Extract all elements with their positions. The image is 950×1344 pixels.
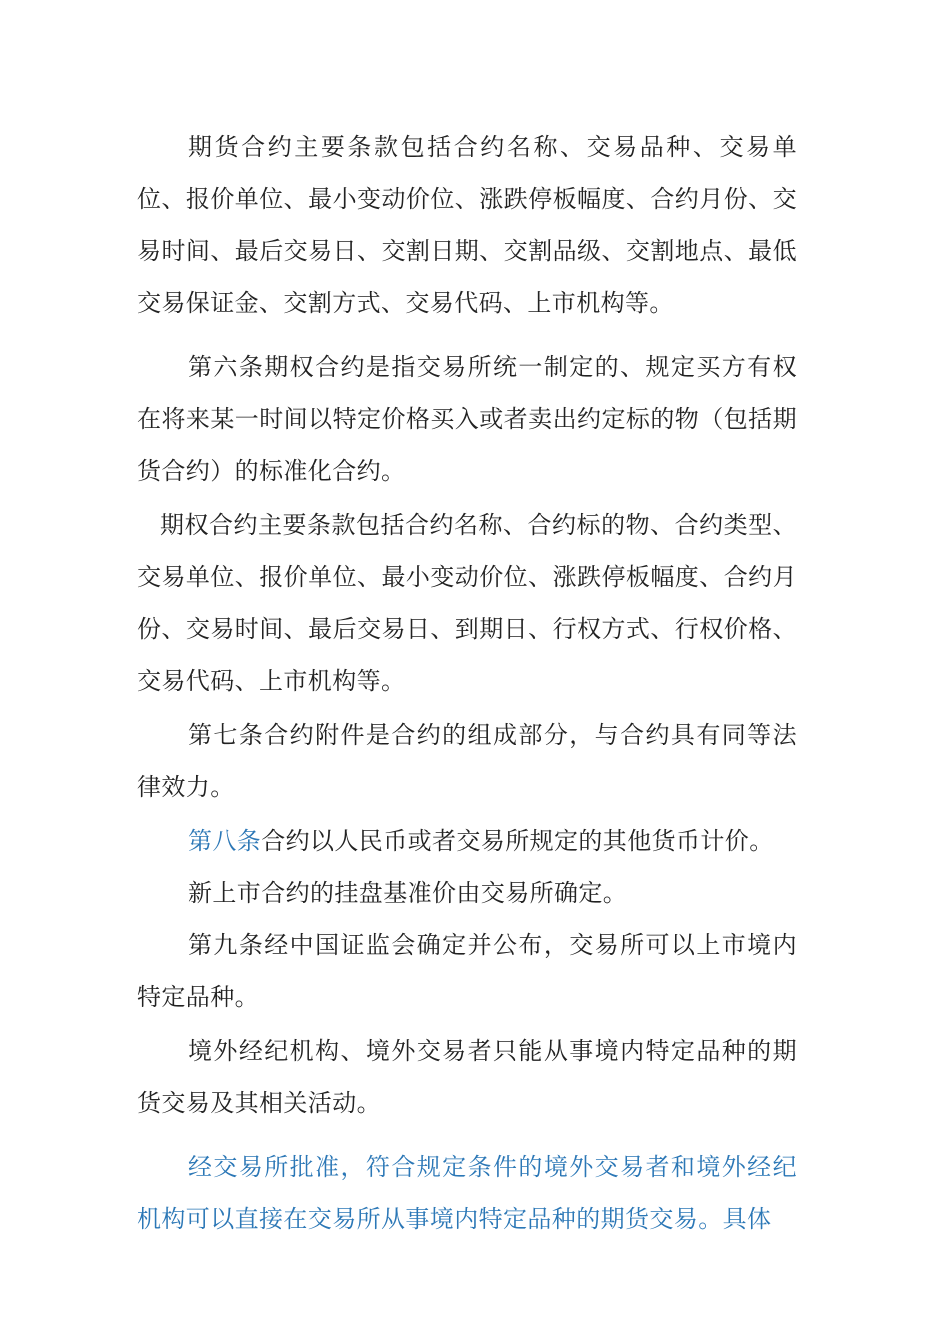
paragraph-article-6: 第六条期权合约是指交易所统一制定的、规定买方有权在将来某一时间以特定价格买入或者卖出约定标的物（包括期货合约）的标准化合约。 (137, 353, 797, 485)
paragraph-futures-contract-terms: 期货合约主要条款包括合约名称、交易品种、交易单位、报价单位、最小变动价位、涨跌停板幅度、合约月份、交易时间、最后交易日、交割日期、交割品级、交割地点、最低交易保证金、交割方式、交易代码、上市机构等。 (137, 133, 797, 317)
paragraph-listing-price: 新上市合约的挂盘基准价由交易所确定。 (188, 879, 628, 907)
article-8-text: 合约以人民币或者交易所规定的其他货币计价。 (261, 827, 774, 855)
document-body (137, 121, 797, 1245)
paragraph-foreign-brokers: 境外经纪机构、境外交易者只能从事境内特定品种的期货交易及其相关活动。 (137, 1037, 797, 1117)
paragraph-article-7: 第七条合约附件是合约的组成部分，与合约具有同等法律效力。 (137, 721, 797, 801)
article-8-heading: 第八条 (188, 827, 262, 855)
paragraph-options-contract-terms: 期权合约主要条款包括合约名称、合约标的物、合约类型、交易单位、报价单位、最小变动价位、涨跌停板幅度、合约月份、交易时间、最后交易日、到期日、行权方式、行权价格、交易代码、上市机构等。 (137, 511, 797, 695)
paragraph-article-8 (137, 815, 797, 867)
paragraph-exchange-approval: 经交易所批准，符合规定条件的境外交易者和境外经纪机构可以直接在交易所从事境内特定品种的期货交易。具体 (137, 1153, 797, 1233)
paragraph-article-9: 第九条经中国证监会确定并公布，交易所可以上市境内特定品种。 (137, 931, 797, 1011)
